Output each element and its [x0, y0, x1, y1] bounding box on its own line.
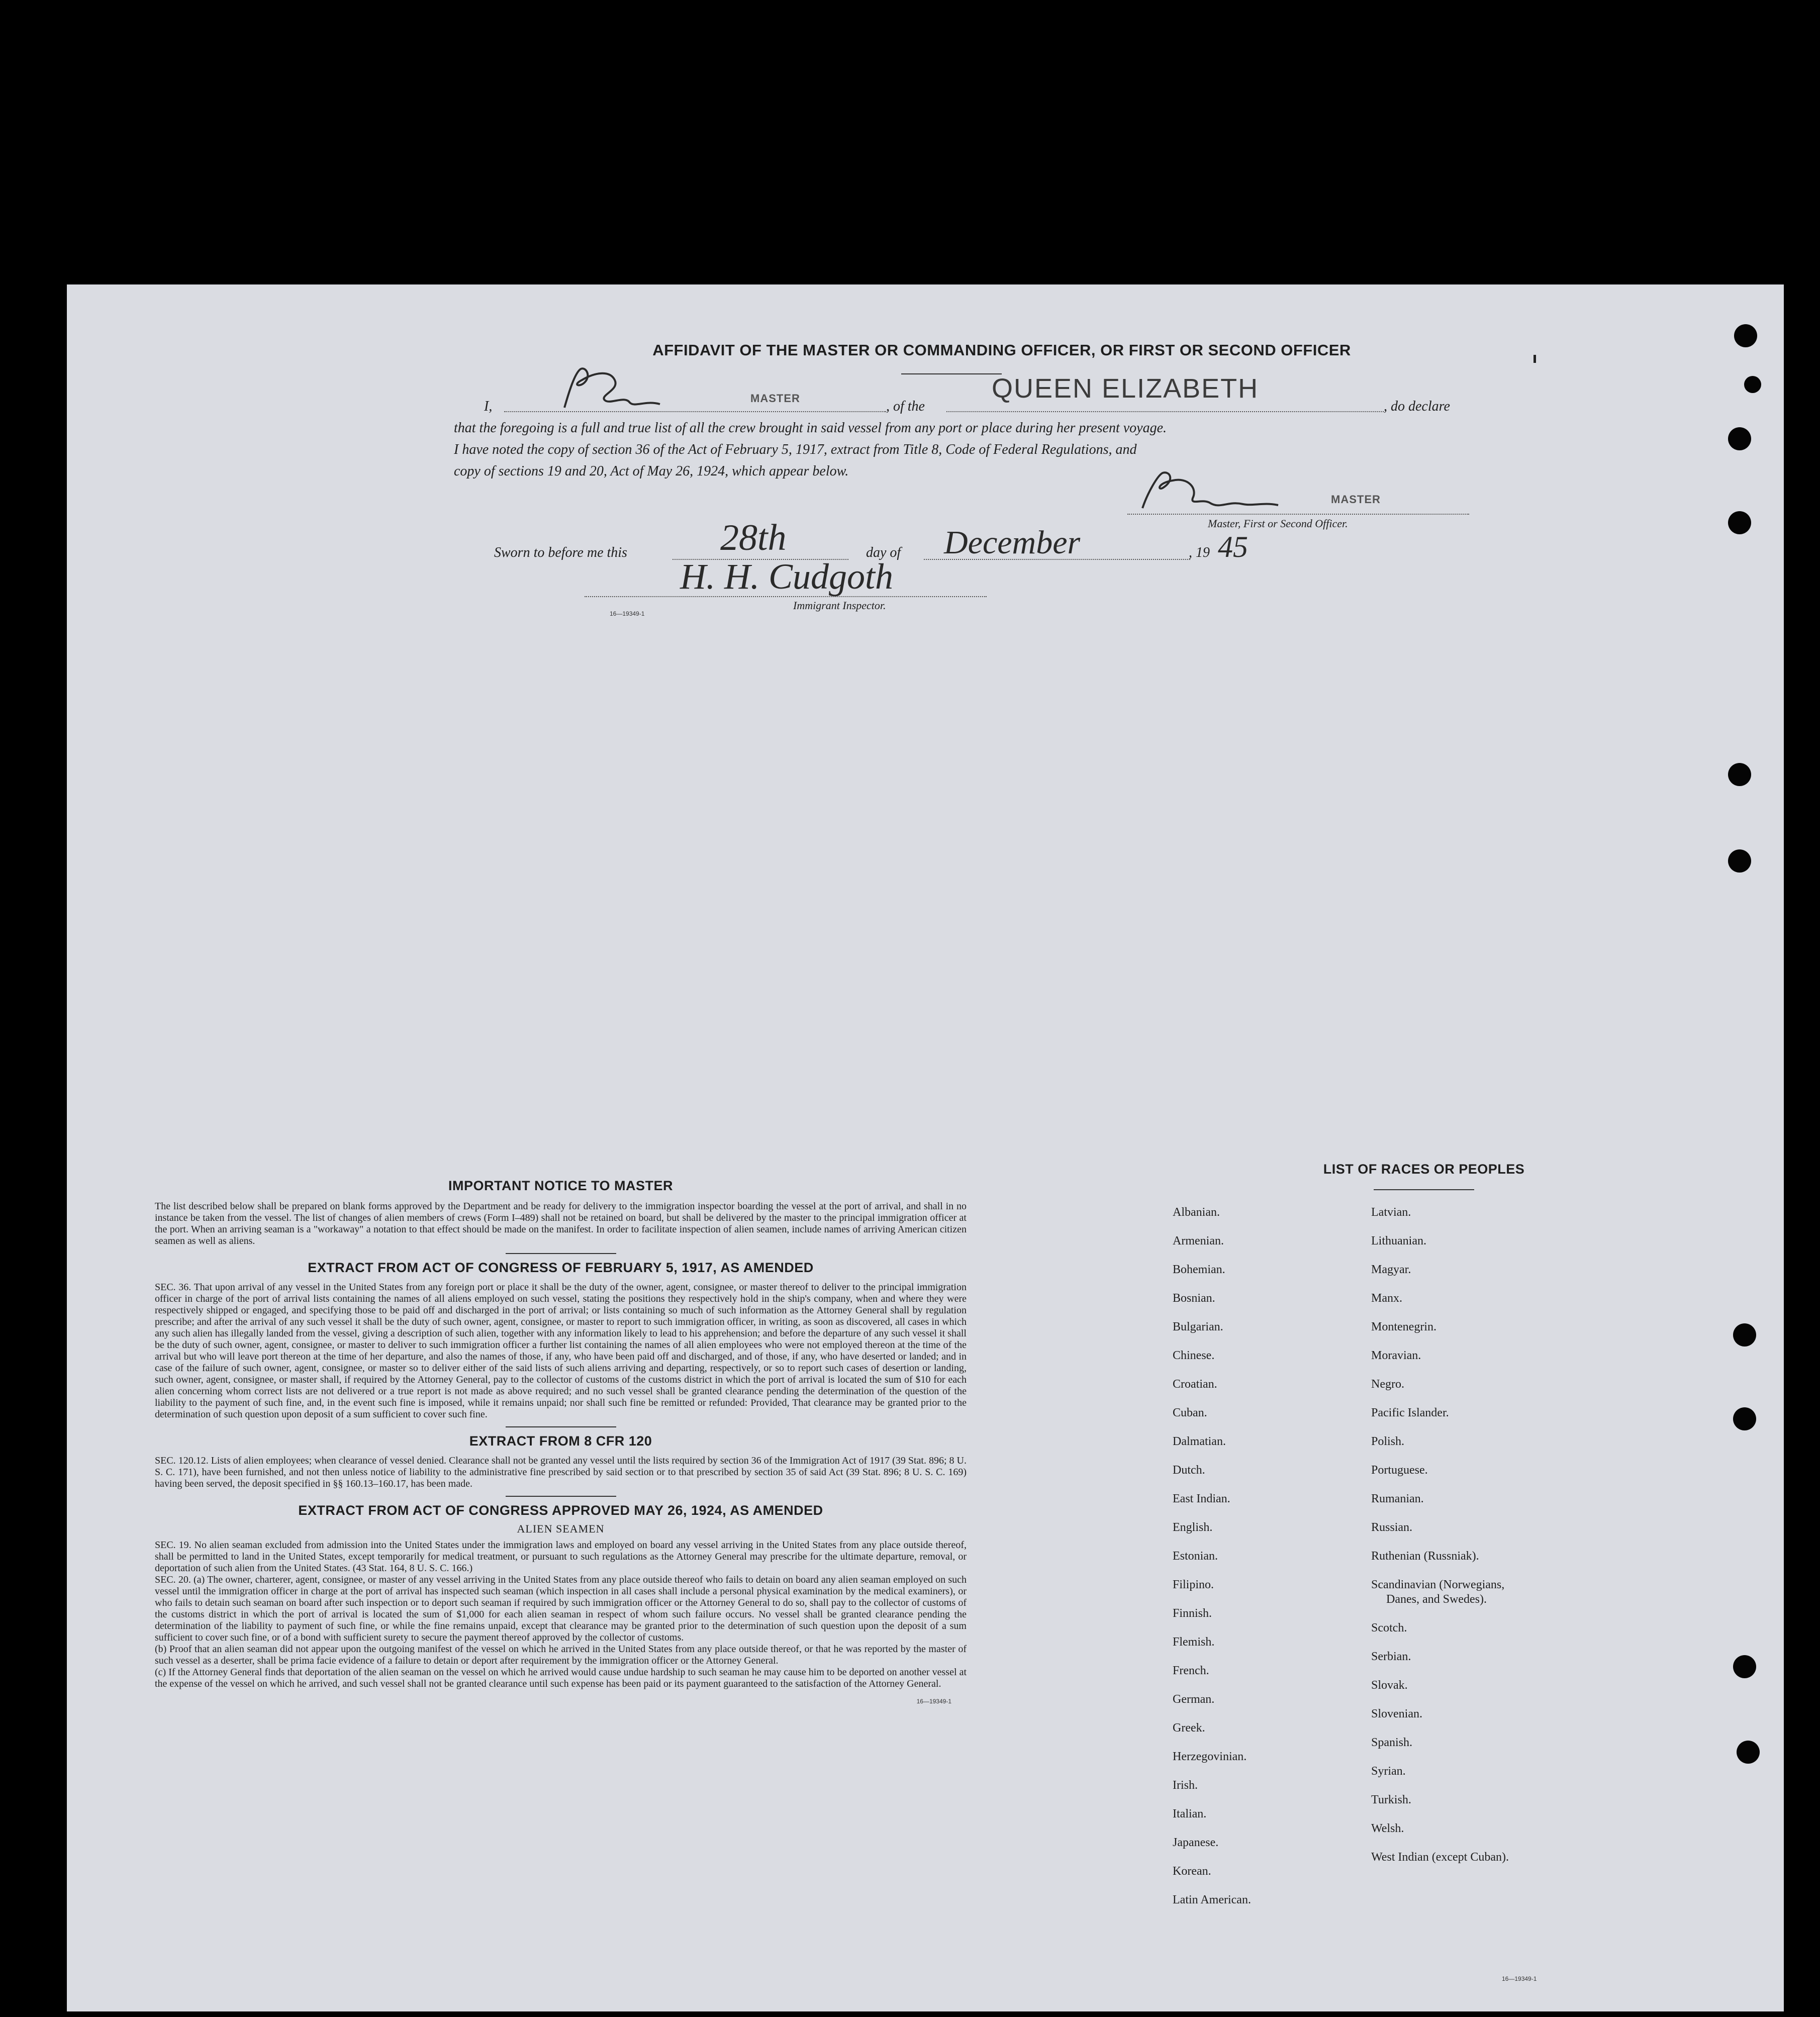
race-item: Croatian. [1173, 1378, 1217, 1391]
section-divider [506, 1253, 616, 1254]
race-item: Polish. [1371, 1435, 1405, 1448]
punch-hole [1728, 849, 1751, 873]
punch-hole [1733, 1323, 1756, 1347]
race-item: Turkish. [1371, 1793, 1411, 1806]
extract-1924-sec-19: SEC. 19. No alien seaman excluded from admission into the United States under the immigration laws and employed on board any vessel arriving in the United States from any place outside thereof, shall be permitted to land in the United States, except temporarily for medical treatment, or pursuant to such regulations as the Attorney General may prescribe for the ultimate departure, removal, or deportation of such alien from the United States. (43 Stat. 164, 8 U. S. C. 166.) [155, 1540, 967, 1574]
section-divider [506, 1426, 616, 1427]
legal-notices [155, 1178, 967, 1705]
race-item: Russian. [1371, 1521, 1413, 1534]
race-item: Montenegrin. [1371, 1320, 1436, 1333]
race-item: Filipino. [1173, 1578, 1214, 1591]
race-item: Irish. [1173, 1779, 1198, 1792]
day-value: 28th [720, 517, 787, 558]
extract-1917-title: EXTRACT FROM ACT OF CONGRESS OF FEBRUARY 5, 1917, AS AMENDED [308, 1260, 814, 1275]
races-list-right [1371, 1206, 1509, 1879]
race-item: Magyar. [1371, 1263, 1411, 1276]
extract-1924-title: EXTRACT FROM ACT OF CONGRESS APPROVED MAY 26, 1924, AS AMENDED [298, 1503, 823, 1518]
race-item: Scotch. [1371, 1621, 1407, 1635]
races-list-left [1173, 1206, 1251, 1922]
race-item: Slovak. [1371, 1679, 1408, 1692]
officer-signature-line [1127, 514, 1469, 515]
race-item: French. [1173, 1664, 1209, 1677]
affidavit-line-3: I have noted the copy of section 36 of the Act of February 5, 1917, extract from Title 8, Code of Federal Regulations, and [454, 442, 1137, 457]
race-item: Armenian. [1173, 1234, 1224, 1247]
affidavit-title: AFFIDAVIT OF THE MASTER OR COMMANDING OFFICER, OR FIRST OR SECOND OFFICER [652, 341, 1351, 359]
race-item: Japanese. [1173, 1836, 1219, 1849]
month-value: December [944, 524, 1081, 561]
race-item: Herzegovinian. [1173, 1750, 1247, 1763]
race-item: Dalmatian. [1173, 1435, 1226, 1448]
year-value: 45 [1218, 530, 1248, 563]
speck-mark [1534, 355, 1536, 363]
master-signature [544, 360, 675, 415]
race-item: Negro. [1371, 1378, 1404, 1391]
extract-1924-sec-20c: (c) If the Attorney General finds that deportation of the alien seaman on the vessel on which he arrived would cause undue hardship to such seaman he may cause him to be deported on another vessel at the expense of the vessel on which he arrived, and such vessel shall not be granted clearance until such expense has been paid or its payment guaranteed to the satisfaction of the Attorney General. [155, 1667, 967, 1689]
extract-cfr-text: SEC. 120.12. Lists of alien employees; when clearance of vessel denied. Clearance shall not be granted any vessel until the lists required by section 36 of the Immigration Act of 1917 (39 Stat. 896; 8 U. S. C. 171), have been furnished, and not then unless notice of liability to the administrative fine prescribed by said section or to that prescribed by section 35 of said Act (39 Stat. 896; 8 U. S. C. 169) having been served, the deposit specified in §§ 160.13–160.17, has been made. [155, 1455, 967, 1489]
race-item: Syrian. [1371, 1765, 1406, 1778]
master-stamp-2: MASTER [1331, 493, 1381, 506]
inspector-signature-line [585, 596, 987, 597]
extract-1924-subtitle: ALIEN SEAMEN [517, 1522, 605, 1535]
race-item: Bulgarian. [1173, 1320, 1223, 1333]
race-item: Pacific Islander. [1371, 1406, 1449, 1419]
extract-1924-sec-20a: SEC. 20. (a) The owner, charterer, agent, consignee, or master of any vessel arriving in the United States from any place outside thereof who fails to detain on board any alien seaman employed on such vessel until the immigration officer in charge at the port of arrival has inspected such seaman (which inspection in all cases shall include a personal physical examination by the medical examiners), or who fails to detain such seaman on board after such inspection or to deport such seaman if required by such immigration officer or the Attorney General to do so, shall pay to the collector of customs of the customs district in which the port of arrival is located the sum of $1,000 for each alien seaman in respect of whom such failure occurs. No vessel shall be granted clearance pending the determination of the liability to payment of such fine, or while the fine remains unpaid, except that clearance may be granted prior to the determination of such question upon the deposit of a sum sufficient to cover such fine, or of a bond with sufficient surety to secure the payment thereof approved by the collector of customs. [155, 1574, 967, 1643]
sworn-label: Sworn to before me this [494, 545, 627, 560]
race-item: Finnish. [1173, 1607, 1212, 1620]
race-item: West Indian (except Cuban). [1371, 1851, 1509, 1864]
document-page [67, 284, 1784, 2011]
affidavit-form-number: 16—19349-1 [610, 610, 645, 617]
race-item: Italian. [1173, 1807, 1207, 1820]
race-item: Korean. [1173, 1865, 1211, 1878]
race-item: Greek. [1173, 1721, 1205, 1735]
race-item: Estonian. [1173, 1550, 1218, 1563]
of-the-label: , of the [886, 399, 925, 414]
race-item: Welsh. [1371, 1822, 1404, 1835]
race-item: Dutch. [1173, 1464, 1205, 1477]
punch-hole [1728, 511, 1751, 534]
inspector-caption: Immigrant Inspector. [793, 599, 886, 612]
race-item: Chinese. [1173, 1349, 1215, 1362]
race-item: Scandinavian (Norwegians, [1371, 1578, 1505, 1591]
officer-signature [1127, 463, 1288, 518]
race-item: Portuguese. [1371, 1464, 1428, 1477]
race-item: East Indian. [1173, 1492, 1230, 1505]
races-form-number: 16—19349-1 [1502, 1975, 1537, 1982]
race-item: Slovenian. [1371, 1707, 1422, 1720]
races-divider [1374, 1189, 1474, 1190]
master-stamp: MASTER [750, 392, 800, 405]
race-item: Latin American. [1173, 1893, 1251, 1906]
race-item: Moravian. [1371, 1349, 1421, 1362]
extract-form-number: 16—19349-1 [916, 1698, 951, 1705]
extract-1924-sec-20b: (b) Proof that an alien seaman did not appear upon the outgoing manifest of the vessel on which he arrived in the United States from any place outside thereof, or that he was reported by the master of such vessel as a deserter, shall be prima facie evidence of a failure to detain or deport after requirement by the immigration officer or the Attorney General. [155, 1644, 967, 1666]
race-item: Rumanian. [1371, 1492, 1424, 1505]
race-item: Lithuanian. [1371, 1234, 1426, 1247]
officer-caption: Master, First or Second Officer. [1208, 517, 1348, 530]
punch-hole [1737, 1741, 1760, 1764]
race-item: German. [1173, 1693, 1215, 1706]
race-item: Albanian. [1173, 1206, 1220, 1219]
affidavit-line-4: copy of sections 19 and 20, Act of May 26, 1924, which appear below. [454, 463, 849, 479]
race-item: Bohemian. [1173, 1263, 1225, 1276]
title-divider [901, 373, 1002, 374]
punch-hole [1728, 427, 1751, 450]
race-item: Manx. [1371, 1292, 1402, 1305]
race-item: Ruthenian (Russniak). [1371, 1550, 1479, 1563]
race-item: Danes, and Swedes). [1386, 1593, 1487, 1606]
race-item: Serbian. [1371, 1650, 1411, 1663]
race-item: Bosnian. [1173, 1292, 1215, 1305]
notice-text: The list described below shall be prepared on blank forms approved by the Department and be ready for delivery to the immigration inspector boarding the vessel at the port of arrival, and shall in no instance be taken from the vessel. The list of changes of alien members of crews (Form I–489) shall not be retained on board, but shall be delivered by the master to the principal immigration officer at the port. When an arriving seaman is a "workaway" a notation to that effect should be made on the manifest. In order to facilitate inspection of alien seamen, include names of arriving American citizen seamen as well as aliens. [155, 1201, 967, 1246]
race-item: Cuban. [1173, 1406, 1207, 1419]
punch-hole [1733, 1655, 1756, 1678]
affidavit-line-2: that the foregoing is a full and true list of all the crew brought in said vessel from any port or place during her present voyage. [454, 420, 1167, 436]
do-declare-label: , do declare [1384, 399, 1450, 414]
race-item: English. [1173, 1521, 1213, 1534]
notice-title: IMPORTANT NOTICE TO MASTER [448, 1178, 673, 1193]
races-title: LIST OF RACES OR PEOPLES [1323, 1162, 1525, 1177]
inspector-signature: H. H. Cudgoth [680, 556, 894, 597]
punch-hole [1744, 376, 1761, 393]
punch-hole [1733, 1407, 1756, 1430]
punch-hole [1734, 324, 1757, 347]
punch-hole [1728, 763, 1751, 786]
race-item: Latvian. [1371, 1206, 1411, 1219]
ship-name-stamp: QUEEN ELIZABETH [992, 373, 1259, 404]
extract-1917-text: SEC. 36. That upon arrival of any vessel in the United States from any foreign port or place it shall be the duty of the owner, agent, consignee, or master thereof to deliver to the principal immigration officer in charge of the port of arrival lists containing the names of all aliens employed on such vessel, stating the positions they respectively hold in the ship's company, when and where they were respectively shipped or engaged, and specifying those to be paid off and discharged in the port of arrival; or lists containing so much of such information as the Attorney General shall by regulation prescribe; and after the arrival of any such vessel it shall be the duty of such owner, agent, consignee, or master to report to such immigration officer, in writing, as soon as discovered, all cases in which any such alien has illegally landed from the vessel, giving a description of such alien, together with any information likely to lead to his apprehension; and before the departure of any such vessel it shall be the duty of such owner, agent, consignee, or master to deliver to such immigration officer a further list containing the names of all alien employees who were not employed thereon at the time of the arrival but who will leave port thereon at the time of her departure, and also the names of those, if any, who have been paid off and discharged, and of those, if any, who have deserted or landed; and in case of the failure of such owner, agent, consignee, or master so to deliver either of the said lists of such aliens arriving and departing, respectively, or so to report such cases of desertion or landing, such owner, agent, consignee, or master shall, if required by the Attorney General, pay to the collector of customs of the customs district in which the port of arrival is located the sum of $10 for each alien concerning whom correct lists are not delivered or a true report is not made as above required; and no such vessel shall be granted clearance pending the determination of the question of the liability to the payment of such fine, and, in the event such fine is imposed, while it remains unpaid; nor shall such fine be remitted or refunded: Provided, That clearance may be granted prior to the determination of such question upon deposit of a sum sufficient to cover such fine. [155, 1282, 967, 1420]
extract-cfr-title: EXTRACT FROM 8 CFR 120 [469, 1433, 652, 1449]
day-of-label: day of [866, 545, 901, 560]
section-divider [506, 1496, 616, 1497]
race-item: Flemish. [1173, 1636, 1215, 1649]
race-item: Spanish. [1371, 1736, 1413, 1749]
year-prefix: , 19 [1189, 545, 1210, 560]
i-label: I, [484, 399, 493, 414]
